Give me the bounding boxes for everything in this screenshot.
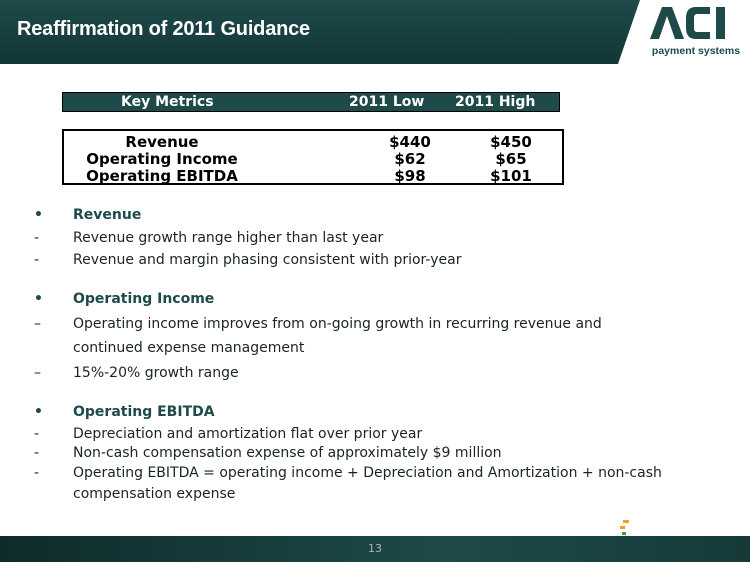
- bullet-dot: •: [34, 404, 43, 420]
- list-item-text: Non-cash compensation expense of approximately $9 million: [73, 445, 502, 461]
- header-2011-high: 2011 High: [455, 94, 536, 110]
- table-row: [64, 167, 562, 185]
- high-value: $450: [490, 133, 532, 151]
- list-item-text: Revenue growth range higher than last year: [73, 230, 384, 246]
- list-item-text: 15%-20% growth range: [73, 365, 239, 381]
- low-value: $62: [394, 150, 426, 168]
- bullet-dash: -: [34, 426, 40, 442]
- list-item-text: Operating income improves from on-going growth in recurring revenue and: [73, 316, 602, 332]
- key-metrics-header-row: [62, 92, 560, 112]
- bullet-dash: –: [34, 316, 41, 332]
- decorative-accent-icon: [620, 520, 630, 536]
- page-number: 13: [368, 542, 382, 555]
- aci-logo: [618, 0, 750, 64]
- list-item-text: continued expense management: [73, 340, 305, 356]
- aci-logo-mark: [648, 6, 744, 40]
- metric-name: Operating Income: [86, 150, 238, 168]
- bullet-dash: -: [34, 445, 40, 461]
- section-heading: Operating EBITDA: [73, 404, 215, 420]
- list-item-text: compensation expense: [73, 486, 236, 502]
- slide-title: Reaffirmation of 2011 Guidance: [17, 18, 310, 40]
- section-heading: Revenue: [73, 207, 142, 223]
- bullet-dash: -: [34, 252, 40, 268]
- bullet-dash: -: [34, 465, 40, 481]
- header-key-metrics: Key Metrics: [121, 94, 214, 110]
- high-value: $65: [495, 150, 527, 168]
- table-row: [64, 133, 562, 151]
- bullet-dash: -: [34, 230, 40, 246]
- header-2011-low: 2011 Low: [349, 94, 425, 110]
- logo-subtext: payment systems: [651, 45, 741, 57]
- bullet-dot: •: [34, 207, 43, 223]
- section-heading: Operating Income: [73, 291, 215, 307]
- bullet-dash: –: [34, 365, 41, 381]
- bullet-dot: •: [34, 291, 43, 307]
- low-value: $98: [394, 167, 426, 185]
- metric-name: Revenue: [125, 133, 199, 151]
- list-item-text: Revenue and margin phasing consistent with prior-year: [73, 252, 462, 268]
- list-item-text: Operating EBITDA = operating income + Depreciation and Amortization + non-cash: [73, 465, 662, 481]
- key-metrics-table: [62, 129, 564, 185]
- slide-footer: [0, 536, 750, 562]
- list-item-text: Depreciation and amortization flat over prior year: [73, 426, 423, 442]
- metric-name: Operating EBITDA: [86, 167, 238, 185]
- slide-header: [0, 0, 750, 64]
- low-value: $440: [389, 133, 431, 151]
- table-row: [64, 150, 562, 168]
- high-value: $101: [490, 167, 532, 185]
